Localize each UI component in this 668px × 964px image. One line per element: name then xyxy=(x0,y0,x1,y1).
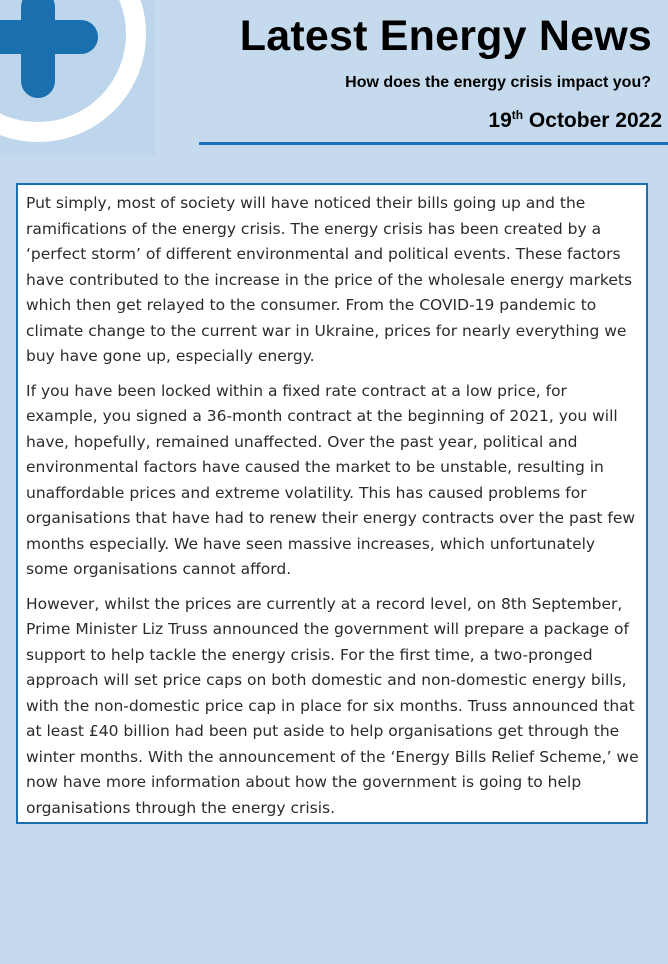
article-paragraph-2: If you have been locked within a fixed rate contract at a low price, for example, you signed a 36-month contract at the beginning of 2021, you will have, hopefully, remained unaffected. Over the past year, political and environmental factors have caused the market to be unstable, resulting in unaffordable prices and extreme volatility. This has caused problems for organisations that have had to renew their energy contracts over the past few months especially. We have seen massive increases, which unfortunately some organisations cannot afford. xyxy=(26,381,636,578)
logo xyxy=(0,0,155,155)
header-divider xyxy=(199,142,668,145)
article-paragraph-3: However, whilst the prices are currently at a record level, on 8th September, Prime Minister Liz Truss announced the government will prepare a package of support to help tackle the energy crisis. For the first time, a two-pronged approach will set price caps on both domestic and non-domestic energy bills, with the non-domestic price cap in place for six months. Truss announced that at least £40 billion had been put aside to help organisations get through the winter months. With the announcement of the ‘Energy Bills Relief Scheme,’ we now have more information about how the government is going to help organisations through the energy crisis. xyxy=(26,594,639,817)
date-suffix: th xyxy=(511,108,524,122)
page-title: Latest Energy News xyxy=(239,12,652,60)
plus-circle-logo-icon xyxy=(0,0,155,155)
page-subtitle: How does the energy crisis impact you? xyxy=(345,74,651,91)
date-month-year: October 2022 xyxy=(523,109,662,132)
article-paragraph-1: Put simply, most of society will have noticed their bills going up and the ramifications of the energy crisis. The energy crisis has been created by a ‘perfect storm’ of different environmental and political events. These factors have contributed to the increase in the price of the wholesale energy markets which then get relayed to the consumer. From the COVID-19 pandemic to climate change to the current war in Ukraine, prices for nearly everything we buy have gone up, especially energy. xyxy=(26,194,633,365)
date-day: 19 xyxy=(488,109,512,132)
issue-date xyxy=(488,108,662,133)
article-box xyxy=(16,183,648,824)
